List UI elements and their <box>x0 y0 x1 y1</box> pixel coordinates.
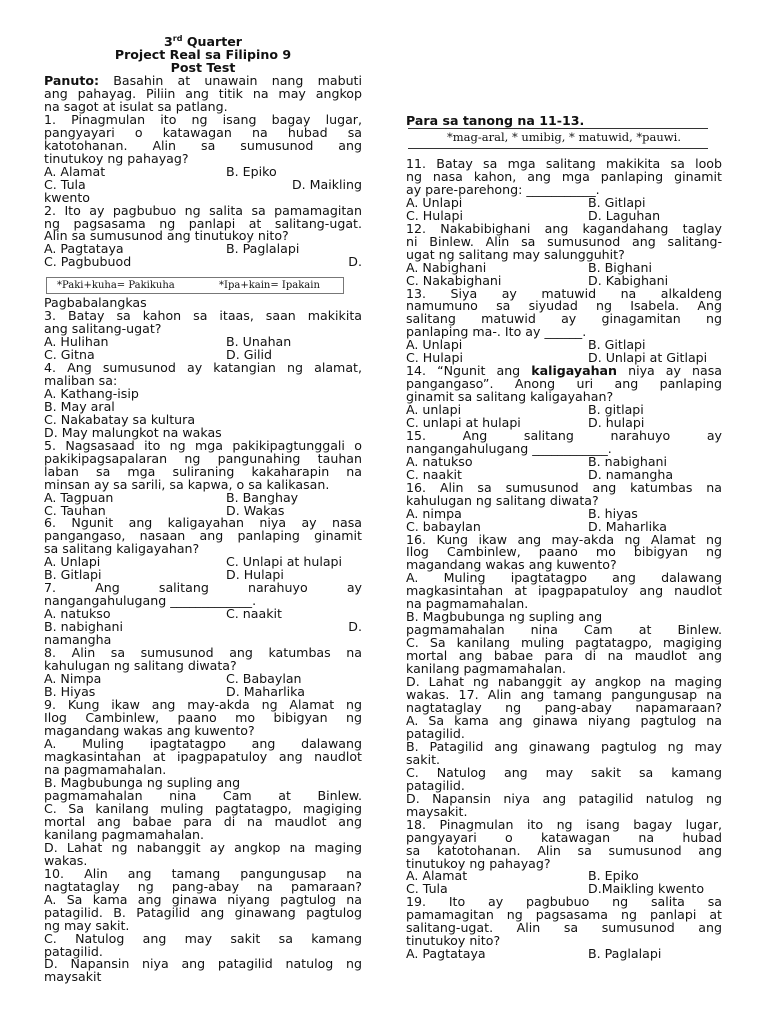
text-line: pamamagitan ng pagsasama ng panlapi at <box>406 907 722 923</box>
test-title: Post Test <box>170 60 236 75</box>
quarter-heading: 3rd Quarter <box>164 33 242 49</box>
text-line: D. Napansin niya ang patagilid natulog ng <box>44 956 362 972</box>
choice-option: C. Tula <box>44 176 86 192</box>
panuto-line: Panuto: Basahin at unawain nang mabuti <box>44 73 362 88</box>
text-line: pangyayari o katawagan na hubad sa <box>44 124 362 140</box>
choice-option: C. Hulapi <box>406 350 463 366</box>
rule-bottom <box>408 148 708 149</box>
choice-option: B. hiyas <box>588 505 638 521</box>
project-title: Project Real sa Filipino 9 <box>114 47 292 62</box>
text-line: C. Sa kanilang muling pagtatagpo, magiging <box>406 635 722 651</box>
text-line: A. Sa kama ang ginawa niyang pagtulog na <box>44 891 362 907</box>
question-14: 14. “Ngunit ang kaligayahan niya ay nasa <box>406 363 723 378</box>
text-line: patagilid. <box>44 943 103 959</box>
text-line: ay pare-parehong: ___________. <box>406 181 600 197</box>
text-line: salitang-ugat. Alin sa sumusunod ang <box>406 920 722 936</box>
text-line: C. Natulog ang may sakit sa kamang <box>406 764 722 780</box>
text-line: 15. Ang salitang narahuyo ay <box>406 427 722 443</box>
choice-option: D. Hulapi <box>226 567 284 583</box>
text-line: maliban sa: <box>44 372 118 388</box>
text-line: sa salitang kaligayahan? <box>44 541 200 557</box>
text-line: 18. Pinagmulan ito ng isang bagay lugar, <box>406 816 722 832</box>
choice-option: A. Nimpa <box>44 671 102 687</box>
text-line: patagilid. B. Patagilid ang ginawang pagtulog <box>44 904 362 920</box>
text-line: magandang wakas ang kuwento? <box>44 723 255 738</box>
choice-option: D. Gilid <box>226 346 272 362</box>
choice-option: D. Maharlika <box>588 518 667 534</box>
choice-row <box>406 947 722 960</box>
choice-row <box>406 261 722 274</box>
text-line: B. Magbubunga ng supling ang <box>406 609 603 625</box>
text-line: D. Napansin niya ang patagilid natulog ng <box>406 790 722 806</box>
choice-option: D. Kabighani <box>588 272 669 288</box>
choice-option: A. Alamat <box>406 868 468 884</box>
text-line: na pagmamahalan. <box>44 761 167 777</box>
text-line: kwento <box>44 189 90 205</box>
text-line: C. Sa kanilang muling pagtatagpo, magiging <box>44 800 362 816</box>
choice-option: B. Hiyas <box>44 684 96 700</box>
choice-option: D. Maharlika <box>226 684 305 700</box>
choice-option: A. Pagtataya <box>406 946 486 962</box>
choice-row <box>406 196 722 209</box>
choice-option: A. Tagpuan <box>44 489 114 505</box>
text-line: Ilog Cambinlew, paano mo bibigyan ng <box>44 710 362 726</box>
text-line: magandang wakas ang kuwento? <box>406 557 617 573</box>
text-line: tinutukoy ng pahayag? <box>406 855 551 871</box>
text-line: ang salitang-ugat? <box>44 320 162 336</box>
text-line: D. Lahat ng nabanggit ay angkop na maging <box>406 674 722 690</box>
text-line: ng pagsasama ng panlapi at salitang-ugat. <box>44 215 362 231</box>
text-line: mortal ang babae para di na maudlot ang <box>44 813 362 829</box>
text-line: C. Natulog ang may sakit sa kamang <box>44 930 362 946</box>
text-line: Ilog Cambinlew, paano mo bibigyan ng <box>406 544 722 560</box>
text-line: kahulugan ng salitang diwata? <box>44 658 237 674</box>
choice-row <box>44 178 362 191</box>
text-line: A. Muling ipagtatagpo ang dalawang <box>44 735 362 751</box>
text-line: maysakit. <box>406 803 468 819</box>
text-line: 11. Batay sa mga salitang makikita sa loob <box>406 156 722 171</box>
text-line: sakit. <box>406 751 441 767</box>
text-line: minsan ay sa sarili, sa kapwa, o sa kalikasan. <box>44 476 330 492</box>
choice-option: A. natukso <box>44 606 111 622</box>
choice-option: C. Babaylan <box>226 671 302 687</box>
choice-row <box>44 491 362 504</box>
choice-option: B. Gitlapi <box>44 567 102 583</box>
rule-top <box>408 128 708 129</box>
choice-option: B. nabighani <box>588 453 668 469</box>
text-line: wakas. 17. Alin ang tamang pangungusap na <box>406 687 722 703</box>
section-heading: Para sa tanong na 11-13. <box>406 113 585 128</box>
choice-option: B. Banghay <box>226 489 299 505</box>
choice-option: B. Gitlapi <box>588 337 646 353</box>
text-line: magkasintahan at ipagpapatuloy ang naudlot <box>406 583 722 599</box>
text-line: ng may sakit. <box>44 917 130 933</box>
choice-option: B. Gitlapi <box>588 194 646 210</box>
choice-option: D. Laguhan <box>588 207 661 223</box>
text-line: A. Kathang-isip <box>44 385 139 401</box>
text-line: A. Sa kama ang ginawa niyang pagtulog na <box>406 712 722 728</box>
choice-option: B. Unahan <box>226 333 292 349</box>
formula-1: *Paki+kuha= Pakikuha <box>57 280 175 291</box>
choice-option: B. Paglalapi <box>588 946 662 962</box>
text-line: na pagmamahalan. <box>406 596 529 612</box>
text-line: 19. Ito ay pagbubuo ng salita sa <box>406 894 722 910</box>
text-line: D. Lahat ng nabanggit ay angkop na maging <box>44 839 362 855</box>
text-line: C. Nakabatay sa kultura <box>44 411 196 427</box>
text-line: 2. Ito ay pagbubuo ng salita sa pamamagitan <box>44 202 362 218</box>
text-line: Alin sa sumusunod ang tinutukoy nito? <box>44 228 289 244</box>
choice-row <box>44 335 362 348</box>
choice-option: D. Unlapi at Gitlapi <box>588 350 708 366</box>
choice-option: C. naakit <box>226 606 282 622</box>
text-line: B. Patagilid ang ginawang pagtulog ng may <box>406 738 722 754</box>
choice-option: C. babaylan <box>406 518 481 534</box>
text-line: ng nasa kahon, ang mga panlaping ginamit <box>406 168 722 184</box>
text-line: wakas. <box>44 852 88 868</box>
text-line: ang pahayag. Piliin ang titik na may angkop <box>44 86 362 101</box>
text-line: mortal ang babae para di na maudlot ang <box>406 648 722 664</box>
text-line: nangangahulugang ____________. <box>406 440 612 456</box>
text-line: B. May aral <box>44 398 115 414</box>
text-line: pangangaso”. Anong uri ang panlaping <box>406 376 722 391</box>
text-line: 4. Ang sumusunod ay katangian ng alamat, <box>44 359 362 375</box>
choice-option: D. Maikling <box>291 176 362 192</box>
text-line: 10. Alin ang tamang pangungusap na <box>44 865 362 881</box>
choice-option: C. Hulapi <box>406 207 463 223</box>
choice-option: A. Nabighani <box>406 259 487 275</box>
choice-row <box>406 455 722 468</box>
text-line: 6. Ngunit ang kaligayahan niya ay nasa <box>44 515 362 531</box>
choice-option: C. Nakabighani <box>406 272 502 288</box>
choice-option: A. Hulihan <box>44 333 109 349</box>
text-line: 3. Batay sa kahon sa itaas, saan makikita <box>44 307 362 323</box>
choice-option: A. Unlapi <box>406 194 463 210</box>
text-line: namangha <box>44 632 112 648</box>
text-line: kanilang pagmamahalan. <box>44 826 205 842</box>
choice-row <box>406 520 722 533</box>
choice-row <box>44 255 362 268</box>
choice-option: D. <box>348 619 362 635</box>
choice-row <box>44 165 362 178</box>
text-line: patagilid. <box>406 725 465 741</box>
text-line: 8. Alin sa sumusunod ang katumbas na <box>44 645 362 661</box>
choice-option: D. <box>348 254 362 270</box>
text-line: 16. Alin sa sumusunod ang katumbas na <box>406 479 722 495</box>
choice-option: C. Tauhan <box>44 502 106 518</box>
text-line: pagmamahalan nina Cam at Binlew. <box>44 787 362 803</box>
choice-option: C. Gitna <box>44 346 95 362</box>
choice-option: C. unlapi at hulapi <box>406 414 521 430</box>
choice-option: A. Unlapi <box>406 337 463 353</box>
text-line: magkasintahan at ipagpapatuloy ang naudlot <box>44 748 362 764</box>
text-line: pangangaso, nasaan ang panlaping ginamit <box>44 528 362 544</box>
word-box: *mag-aral, * umibig, * matuwid, *pauwi. <box>446 130 681 144</box>
text-line: A. Muling ipagtatagpo ang dalawang <box>406 570 722 586</box>
choice-row <box>406 274 722 287</box>
choice-option: D.Maikling kwento <box>588 881 705 897</box>
text-line: B. Magbubunga ng supling ang <box>44 774 241 790</box>
text-line: tinutukoy ng pahayag? <box>44 150 189 166</box>
text-line: 16. Kung ikaw ang may-akda ng Alamat ng <box>406 531 722 547</box>
text-line: namumuno sa siyudad ng Isabela. Ang <box>406 298 722 314</box>
choice-option: A. Alamat <box>44 163 106 179</box>
choice-option: A. nimpa <box>406 505 462 521</box>
text-line: ni Binlew. Alin sa sumusunod ang salitang- <box>406 233 722 249</box>
text-line: pangyayari o katawagan na hubad <box>406 829 722 845</box>
choice-option: A. unlapi <box>406 401 462 417</box>
choice-option: C. Pagbubuod <box>44 254 132 270</box>
text-line: katotohanan. Alin sa sumusunod ang <box>44 137 362 153</box>
choice-option: C. Unlapi at hulapi <box>226 554 343 570</box>
choice-row <box>406 507 722 520</box>
choice-option: D. namangha <box>588 466 674 482</box>
choice-option: A. Unlapi <box>44 554 101 570</box>
choice-option: D. hulapi <box>588 414 645 430</box>
formula-2: *Ipa+kain= Ipakain <box>219 280 320 291</box>
text-line: 9. Kung ikaw ang may-akda ng Alamat ng <box>44 697 362 713</box>
text-line: 12. Nakabibighani ang kagandahang taglay <box>406 220 722 236</box>
choice-row <box>406 403 722 416</box>
text-line: pagmamahalan nina Cam at Binlew. <box>406 622 722 638</box>
text-line: nagtataglay ng pang-abay napamaraan? <box>406 700 722 715</box>
text-line: maysakit <box>44 969 102 985</box>
choice-option: B. Epiko <box>588 868 639 884</box>
text-line: sa katotohanan. Alin sa sumusunod ang <box>406 842 722 858</box>
text-line: 7. Ang salitang narahuyo ay <box>44 580 362 596</box>
choice-option: C. naakit <box>406 466 462 482</box>
choice-option: D. Wakas <box>226 502 285 518</box>
text-line: ginamit sa salitang kaligayahan? <box>406 388 614 404</box>
choice-option: B. Epiko <box>226 163 277 179</box>
choice-option: B. gitlapi <box>588 401 644 417</box>
text-line: salitang matuwid ay ginagamitan ng <box>406 311 722 327</box>
text-line: kahulugan ng salitang diwata? <box>406 492 599 508</box>
text-line: kanilang pagmamahalan. <box>406 661 567 677</box>
text-line: na sagot at isulat sa patlang. <box>44 98 228 114</box>
text-line: ugat ng salitang may salungguhit? <box>406 246 625 262</box>
text-line: panlaping ma-. Ito ay ______. <box>406 324 587 340</box>
choice-option: B. Paglalapi <box>226 241 300 257</box>
text-line: nangangahulugang _____________. <box>44 593 257 609</box>
choice-option: C. Tula <box>406 881 448 897</box>
choice-option: B. Bighani <box>588 259 652 275</box>
text-line: nagtataglay ng pang-abay na pamaraan? <box>44 878 362 894</box>
choice-option: A. Pagtataya <box>44 241 124 257</box>
text-line: pakikipagsapalaran ng pangunahing tauhan <box>44 450 362 466</box>
text-line: laban sa mga suliraning kakaharapin na <box>44 463 362 479</box>
formula-box <box>46 277 344 294</box>
text-line: tinutukoy nito? <box>406 933 501 949</box>
text-line: D. May malungkot na wakas <box>44 424 222 440</box>
choice-row <box>44 348 362 361</box>
text-line: 5. Nagsasaad ito ng mga pakikipagtunggali o <box>44 437 362 453</box>
choice-row <box>406 209 722 222</box>
text-line: 13. Siya ay matuwid na alkaldeng <box>406 285 722 301</box>
choice-option: A. natukso <box>406 453 473 469</box>
text-line: patagilid. <box>406 777 465 793</box>
choice-option: B. nabighani <box>44 619 124 635</box>
text-line: Pagbabalangkas <box>44 295 147 310</box>
choice-row <box>406 468 722 481</box>
choice-row <box>406 416 722 429</box>
text-line: 1. Pinagmulan ito ng isang bagay lugar, <box>44 111 362 127</box>
